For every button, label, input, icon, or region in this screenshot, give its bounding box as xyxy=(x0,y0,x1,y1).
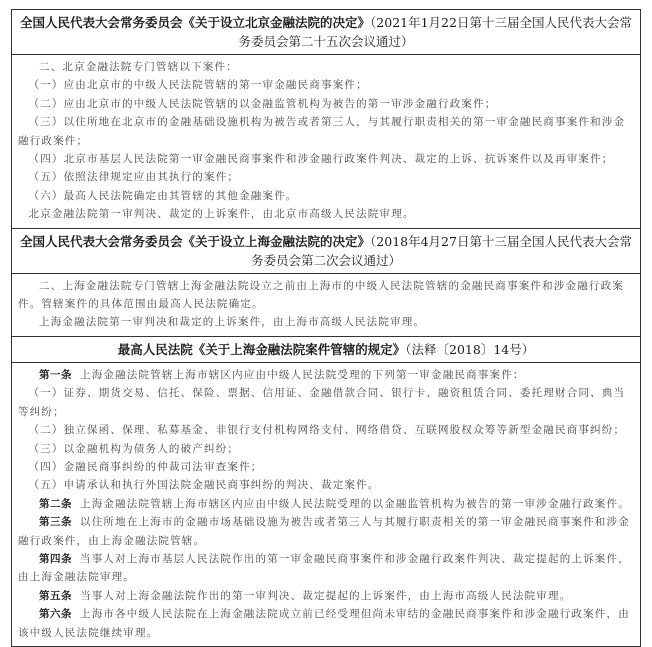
section-title: 全国人民代表大会常务委员会《关于设立上海金融法院的决定》 xyxy=(20,233,371,249)
article-label: 第三条 xyxy=(39,516,72,529)
article xyxy=(18,366,634,384)
paragraph: （三）以住所地在北京市的金融基础设施机构为被告或者第三人，与其履行职责相关的第一审金融民商事案件和涉金融行政案件； xyxy=(18,116,626,147)
paragraph: （六）最高人民法院确定由其管辖的其他金融案件。 xyxy=(28,189,298,202)
section-note: （法释〔2018〕14号） xyxy=(405,341,535,357)
section-body-spc-provisions xyxy=(12,363,640,646)
article-text: （二）独立保函、保理、私募基金、非银行支付机构网络支付、网络借贷、互联网股权众筹等新型金融民商事纠纷； xyxy=(28,424,626,437)
article-item xyxy=(18,421,634,439)
paragraph: 二、北京金融法院专门管辖以下案件： xyxy=(39,61,238,73)
paragraph: 上海金融法院第一审判决和裁定的上诉案件，由上海市高级人民法院审理。 xyxy=(39,316,426,329)
section-note: （2018年4月27日第十三届全国人民代表大会常务委员会第二次会议通过） xyxy=(250,233,632,268)
article-label: 第六条 xyxy=(39,608,72,621)
section-title: 全国人民代表大会常务委员会《关于设立北京金融法院的决定》 xyxy=(20,15,371,30)
article-text: 当事人对上海金融法院作出的第一审判决、裁定提起的上诉案件，由上海市高级人民法院审理。 xyxy=(80,589,572,602)
article-text: 以住所地在上海市的金融市场基础设施为被告或者第三人与其履行职责相关的第一审金融民商事案件和涉金融行政案件，由上海金融法院管辖。 xyxy=(18,516,630,547)
paragraph: （五）依照法律规定应由其执行的案件； xyxy=(28,171,240,184)
paragraph: （一）应由北京市的中级人民法院管辖的第一审金融民商事案件； xyxy=(28,79,368,92)
article-text: （一）证券、期货交易、信托、保险、票据、信用证、金融借款合同、银行卡、融资租赁合同、委托理财合同、典当等纠纷； xyxy=(18,387,626,418)
article-item xyxy=(18,476,634,494)
article xyxy=(18,495,634,513)
paragraph: 北京金融法院第一审判决、裁定的上诉案件，由北京市高级人民法院审理。 xyxy=(28,208,415,221)
article-item xyxy=(18,384,634,421)
article xyxy=(18,513,634,550)
paragraph: （四）北京市基层人民法院第一审金融民商事案件和涉金融行政案件判决、裁定的上诉、抗诉案件以及再审案件； xyxy=(28,153,614,166)
article-text: 上海市各中级人民法院在上海金融法院成立前已经受理但尚未审结的金融民商事案件和涉金融行政案件，由该中级人民法院继续审理。 xyxy=(18,608,630,639)
article-text: 上海金融法院管辖上海市辖区内应由中级人民法院受理的以金融监管机构为被告的第一审涉金融行政案件。 xyxy=(80,497,630,510)
section-header-shanghai-decision xyxy=(12,229,640,274)
article-label: 第一条 xyxy=(39,368,72,381)
article xyxy=(18,605,634,642)
article-text: 当事人对上海市基层人民法院作出的第一审金融民商事案件和涉金融行政案件判决、裁定提起的上诉案件，由上海金融法院审理。 xyxy=(18,552,630,584)
article-item xyxy=(18,458,634,476)
section-title: 最高人民法院《关于上海金融法院案件管辖的规定》 xyxy=(117,341,406,357)
section-body-shanghai-decision xyxy=(12,274,640,337)
section-note: （2021年1月22日第十三届全国人民代表大会常务委员会第二十五次会议通过） xyxy=(238,15,632,49)
section-header-spc-provisions xyxy=(12,337,640,363)
article-item xyxy=(18,440,634,458)
legal-provisions-table xyxy=(11,9,641,647)
paragraph: 二、上海金融法院专门管辖上海金融法院设立之前由上海市的中级人民法院管辖的金融民商事案件和涉金融行政案件。管辖案件的具体范围由最高人民法院确定。 xyxy=(18,279,624,311)
article-label: 第五条 xyxy=(39,589,72,602)
article-text: （三）以金融机构为债务人的破产纠纷； xyxy=(28,442,240,455)
article xyxy=(18,550,634,587)
article-text: 上海金融法院管辖上海市辖区内应由中级人民法院受理的下列第一审金融民商事案件： xyxy=(80,368,525,381)
article-label: 第四条 xyxy=(39,552,72,565)
article-text: （四）金融民商事纠纷的仲裁司法审查案件； xyxy=(28,460,263,473)
article-label: 第二条 xyxy=(39,497,72,510)
section-header-beijing xyxy=(12,10,640,55)
section-body-beijing xyxy=(12,55,640,229)
article-text: （五）申请承认和执行外国法院金融民商事纠纷的判决、裁定案件。 xyxy=(28,479,380,492)
paragraph: （二）应由北京市的中级人民法院管辖的以金融监管机构为被告的第一审涉金融行政案件； xyxy=(28,97,497,110)
